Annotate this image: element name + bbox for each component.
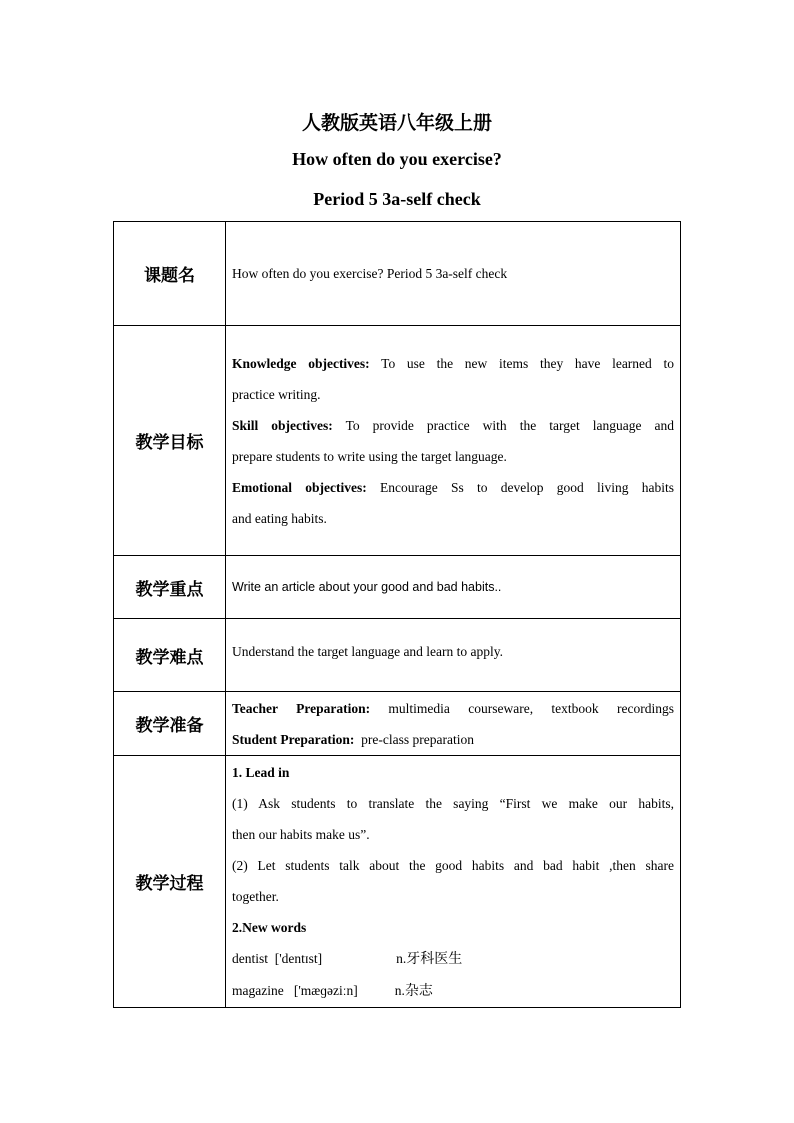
emotional-objectives-title: Emotional objectives: xyxy=(232,479,367,495)
lead-in-item-2-line-2: together. xyxy=(232,888,279,904)
new-words-title: 2.New words xyxy=(232,919,307,935)
new-word-meaning: 杂志 xyxy=(404,982,433,999)
key-points-text: Write an article about your good and bad habits.. xyxy=(232,579,502,594)
skill-objectives-line-1 xyxy=(232,410,674,441)
new-word-phonetic: ['dentɪst] xyxy=(274,950,323,966)
row-content-topic xyxy=(226,222,681,326)
teacher-preparation-line xyxy=(232,693,674,724)
row-content-preparation xyxy=(226,692,681,756)
lead-in-item-1-line-2: then our habits make us”. xyxy=(232,826,370,842)
skill-objectives-text-1: To provide practice with the target language and xyxy=(345,417,674,433)
student-preparation-line xyxy=(232,724,674,755)
teacher-preparation-text: multimedia courseware, textbook recordings xyxy=(388,700,674,716)
row-label-preparation: 教学准备 xyxy=(114,692,226,756)
lead-in-title: 1. Lead in xyxy=(232,764,290,780)
row-content-objectives xyxy=(226,326,681,556)
row-label-difficulties: 教学难点 xyxy=(114,619,226,692)
new-word-pos: n. xyxy=(396,950,407,966)
row-content-process xyxy=(226,756,681,1008)
table-row-objectives xyxy=(114,326,681,556)
topic-text: How often do you exercise? Period 5 3a-self check xyxy=(232,266,508,281)
lesson-plan-table xyxy=(113,221,681,1008)
period-title: Period 5 3a-self check xyxy=(313,189,481,209)
row-label-process: 教学过程 xyxy=(114,756,226,1008)
knowledge-objectives-text-2: practice writing. xyxy=(232,386,321,402)
row-label-topic: 课题名 xyxy=(114,222,226,326)
new-word-row xyxy=(232,943,674,975)
knowledge-objectives-line-1 xyxy=(232,348,674,379)
table-row-key-points xyxy=(114,556,681,619)
row-label-objectives: 教学目标 xyxy=(114,326,226,556)
new-word-word: magazine xyxy=(232,982,284,998)
lead-in-item-1-line-1: (1) Ask students to translate the saying “First we make our habits, xyxy=(232,795,674,811)
new-word-pos: n. xyxy=(394,982,405,998)
new-word-row xyxy=(232,975,674,1007)
row-label-key-points: 教学重点 xyxy=(114,556,226,619)
table-row-topic xyxy=(114,222,681,326)
skill-objectives-title: Skill objectives: xyxy=(232,417,333,433)
emotional-objectives-text-1: Encourage Ss to develop good living habits xyxy=(380,479,675,495)
new-word-word: dentist xyxy=(232,950,268,966)
table-row-process xyxy=(114,756,681,1008)
difficulties-text: Understand the target language and learn to apply. xyxy=(232,644,504,659)
knowledge-objectives-title: Knowledge objectives: xyxy=(232,355,370,371)
knowledge-objectives-text-1: To use the new items they have learned to xyxy=(381,355,674,371)
student-preparation-text: pre-class preparation xyxy=(361,731,474,747)
table-row-preparation xyxy=(114,692,681,756)
lead-in-item-2-line-1: (2) Let students talk about the good habits and bad habit ,then share xyxy=(232,857,674,873)
teacher-preparation-title: Teacher Preparation: xyxy=(232,700,371,716)
new-word-meaning: 牙科医生 xyxy=(406,950,463,967)
table-row-difficulties xyxy=(114,619,681,692)
skill-objectives-text-2: prepare students to write using the target language. xyxy=(232,448,507,464)
unit-title: How often do you exercise? xyxy=(292,149,502,169)
row-content-key-points xyxy=(226,556,681,619)
emotional-objectives-line-1 xyxy=(232,472,674,503)
book-title: 人教版英语八年级上册 xyxy=(301,112,492,134)
row-content-difficulties xyxy=(226,619,681,692)
new-word-phonetic: ['mæɡəziːn] xyxy=(293,982,358,998)
student-preparation-title: Student Preparation: xyxy=(232,731,355,747)
emotional-objectives-text-2: and eating habits. xyxy=(232,510,327,526)
